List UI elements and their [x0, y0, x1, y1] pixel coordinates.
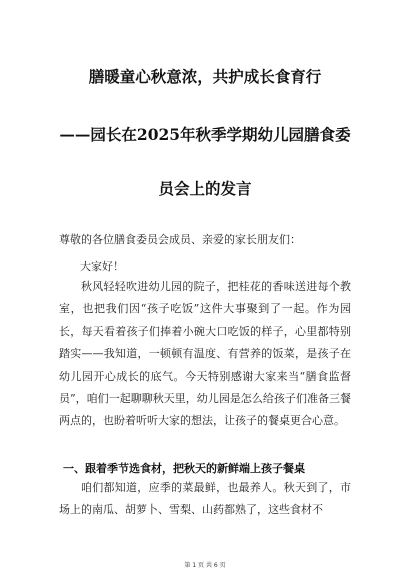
section-heading: 一、跟着季节选食材，把秋天的新鲜端上孩子餐桌 — [63, 462, 305, 475]
salutation: 尊敬的各位膳食委员会成员、亲爱的家长朋友们： — [59, 233, 301, 246]
greeting: 大家好！ — [80, 260, 124, 273]
body-paragraph: 咱们都知道，应季的菜最鲜，也最养人。秋天到了，市场上的南瓜、胡萝卜、雪梨、山药都熟了，这些食材不 — [59, 481, 351, 517]
page-footer: 第 1 页 共 6 页 — [184, 562, 226, 569]
document-subtitle-line1: ——园长在2025年秋季学期幼儿园膳食委 — [59, 125, 351, 144]
document-title: 膳暖童心秋意浓，共护成长食育行 — [88, 67, 322, 86]
body-paragraph: 秋风轻轻吹进幼儿园的院子，把桂花的香味送进每个教室，也把我们因“孩子吃饭”这件大事聚到了一起。作为园长，每天看着孩子们捧着小碗大口吃饭的样子，心里都特别踏实——我知道，一顿顿有温度、有营养的饭菜，是孩子在幼儿园开心成长的底气。今天特别感谢大家来当“膳食监督员”，咱们一起聊聊秋天里，幼儿园是怎么给孩子们准备三餐两点的，也盼着听听大家的想法，让孩子的餐桌更合心意。 — [59, 280, 351, 428]
document-subtitle-line2: 员会上的发言 — [158, 179, 252, 198]
